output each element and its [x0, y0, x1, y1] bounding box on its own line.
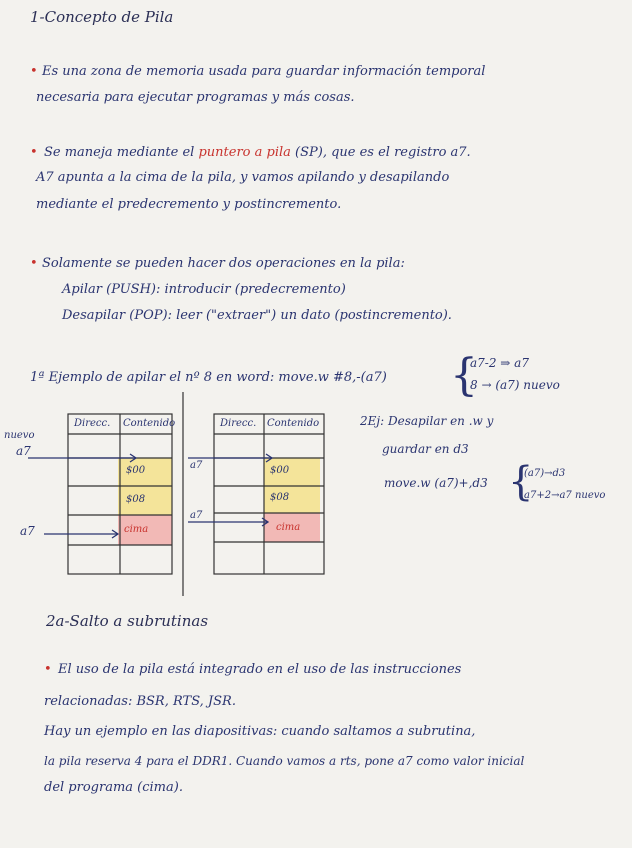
para4-line3: Hay un ejemplo en las diapositivas: cuando saltamos a subrutina,: [44, 724, 476, 739]
para1-line1: Es una zona de memoria usada para guardar información temporal: [42, 64, 486, 79]
example1-brace-line1: a7-2 ⇒ a7: [470, 356, 529, 370]
para2-line1-post: (SP), que es el registro a7.: [290, 145, 471, 160]
example2-brace-line1: (a7)→d3: [524, 468, 566, 479]
bullet-dot: •: [44, 662, 52, 677]
section2-title: 2a-Salto a subrutinas: [46, 612, 209, 630]
bullet-dot: •: [30, 145, 38, 160]
label-a7-bottom-left: a7: [20, 524, 35, 538]
para4-line4: la pila reserva 4 para el DDR1. Cuando vamos a rts, pone a7 como valor inicial: [44, 754, 525, 768]
right-cell-08: $08: [270, 492, 290, 503]
right-cell-00: $00: [270, 465, 290, 476]
para1-line2: necesaria para ejecutar programas y más cosas.: [36, 90, 355, 105]
para4-line1: El uso de la pila está integrado en el uso de las instrucciones: [58, 662, 462, 677]
example2-line3: move.w (a7)+,d3: [384, 476, 488, 490]
stack-pointer-term: puntero a pila: [198, 145, 291, 160]
example2-brace-line2: a7+2→a7 nuevo: [524, 490, 606, 501]
left-cell-00: $00: [126, 465, 146, 476]
left-header-contenido: Contenido: [123, 418, 176, 429]
para2-line3: mediante el predecremento y postincremento.: [36, 197, 342, 212]
para3-line3: Desapilar (POP): leer ("extraer") un dato (postincremento).: [62, 308, 452, 323]
example1-text: 1ª Ejemplo de apilar el nº 8 en word: move.w #8,-(a7): [30, 370, 387, 385]
example2-brace: {: [508, 459, 534, 505]
example1-brace-line2: 8 → (a7) nuevo: [470, 378, 560, 392]
bullet-dot: •: [30, 64, 38, 79]
para3-line2: Apilar (PUSH): introducir (predecremento): [62, 282, 346, 297]
para2-line1-pre: Se maneja mediante el: [44, 145, 199, 160]
label-a7-top-right: a7: [190, 460, 203, 471]
left-cell-08: $08: [126, 494, 146, 505]
example2-line1: 2Ej: Desapilar en .w y: [360, 414, 494, 428]
para4-line2: relacionadas: BSR, RTS, JSR.: [44, 694, 236, 709]
para4-line5: del programa (cima).: [44, 780, 183, 795]
left-header-direcc: Direcc.: [74, 418, 111, 429]
label-a7-top-left: a7: [16, 444, 31, 458]
label-nuevo: nuevo: [4, 430, 35, 441]
para3-line1: Solamente se pueden hacer dos operaciones en la pila:: [42, 256, 405, 271]
example2-line2: guardar en d3: [382, 442, 469, 456]
left-cell-cima: cima: [124, 524, 149, 535]
right-header-contenido: Contenido: [267, 418, 320, 429]
page-title: 1-Concepto de Pila: [30, 8, 174, 26]
para2-line2: A7 apunta a la cima de la pila, y vamos apilando y desapilando: [36, 170, 450, 185]
label-a7-mid-right: a7: [190, 510, 203, 521]
bullet-dot: •: [30, 256, 38, 271]
right-cell-cima: cima: [276, 522, 301, 533]
example1-brace: {: [450, 350, 478, 401]
right-header-direcc: Direcc.: [220, 418, 257, 429]
